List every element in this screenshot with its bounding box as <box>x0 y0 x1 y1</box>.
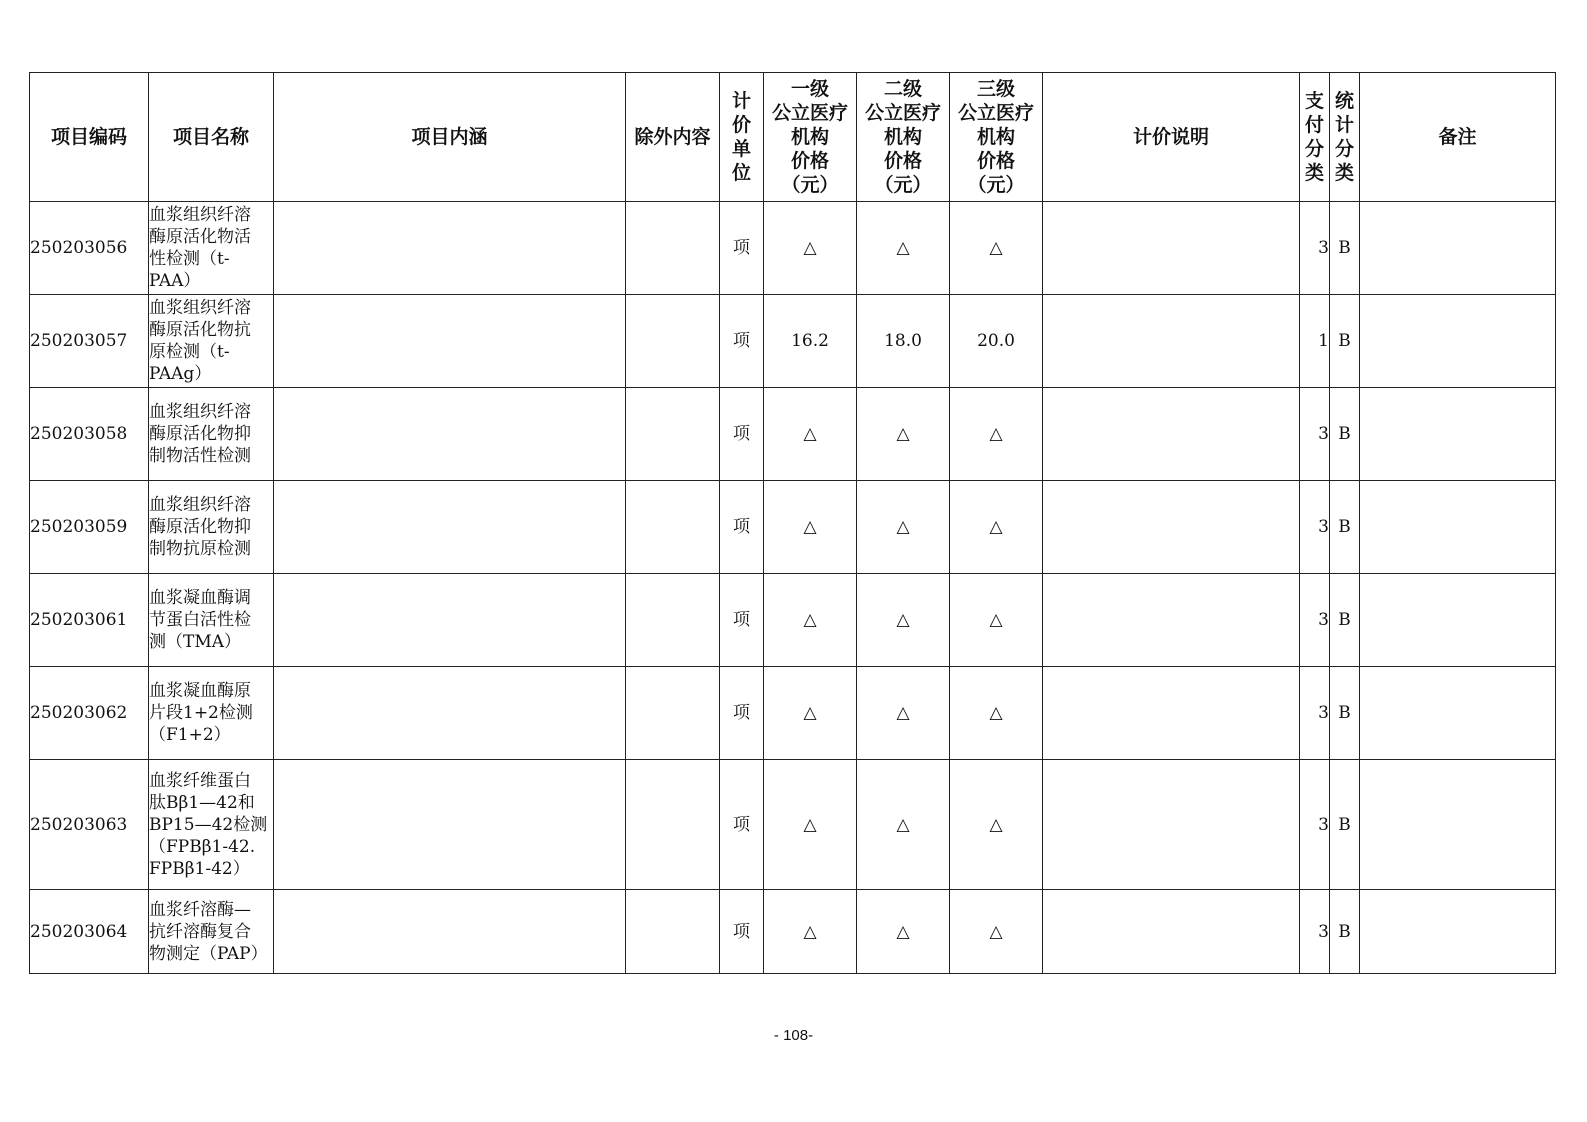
remark <box>1360 202 1556 295</box>
remark <box>1360 574 1556 667</box>
item-exclusion <box>626 295 720 388</box>
price-level1: △ <box>764 481 857 574</box>
remark <box>1360 667 1556 760</box>
price-level3: △ <box>950 202 1043 295</box>
item-name: 血浆组织纤溶 酶原活化物活 性检测（t- PAA） <box>149 202 274 295</box>
price-level3: △ <box>950 667 1043 760</box>
price-level1: △ <box>764 667 857 760</box>
item-exclusion <box>626 760 720 890</box>
pricing-note <box>1043 202 1300 295</box>
item-content <box>274 388 626 481</box>
item-code: 250203063 <box>30 760 149 890</box>
item-unit: 项 <box>720 760 764 890</box>
item-name: 血浆凝血酶原 片段1+2检测 （F1+2） <box>149 667 274 760</box>
item-name: 血浆组织纤溶 酶原活化物抑 制物抗原检测 <box>149 481 274 574</box>
payment-category: 3 <box>1300 760 1330 890</box>
price-level2: △ <box>857 388 950 481</box>
pricing-note <box>1043 388 1300 481</box>
fee-schedule-table <box>29 72 1556 974</box>
price-level3: △ <box>950 890 1043 974</box>
table-row <box>30 202 1556 295</box>
pricing-note <box>1043 295 1300 388</box>
statistics-category: B <box>1330 760 1360 890</box>
remark <box>1360 890 1556 974</box>
price-level3: △ <box>950 388 1043 481</box>
table-row <box>30 667 1556 760</box>
price-level2: 18.0 <box>857 295 950 388</box>
table-row <box>30 295 1556 388</box>
item-exclusion <box>626 890 720 974</box>
page-number: - 108- <box>773 1027 814 1044</box>
statistics-category: B <box>1330 481 1360 574</box>
item-unit: 项 <box>720 202 764 295</box>
statistics-category: B <box>1330 295 1360 388</box>
price-level2: △ <box>857 574 950 667</box>
payment-category: 3 <box>1300 890 1330 974</box>
payment-category: 3 <box>1300 574 1330 667</box>
item-code: 250203058 <box>30 388 149 481</box>
price-level1: △ <box>764 202 857 295</box>
remark <box>1360 388 1556 481</box>
header-code: 项目编码 <box>30 73 149 202</box>
header-statistics-category: 统 计 分 类 <box>1330 73 1360 202</box>
statistics-category: B <box>1330 890 1360 974</box>
item-unit: 项 <box>720 295 764 388</box>
item-name: 血浆组织纤溶 酶原活化物抗 原检测（t- PAAg） <box>149 295 274 388</box>
item-code: 250203057 <box>30 295 149 388</box>
item-content <box>274 202 626 295</box>
item-exclusion <box>626 388 720 481</box>
header-exclusion: 除外内容 <box>626 73 720 202</box>
item-name: 血浆组织纤溶 酶原活化物抑 制物活性检测 <box>149 388 274 481</box>
item-unit: 项 <box>720 667 764 760</box>
item-content <box>274 574 626 667</box>
statistics-category: B <box>1330 388 1360 481</box>
item-unit: 项 <box>720 890 764 974</box>
header-content: 项目内涵 <box>274 73 626 202</box>
price-level1: 16.2 <box>764 295 857 388</box>
price-level1: △ <box>764 574 857 667</box>
remark <box>1360 481 1556 574</box>
payment-category: 3 <box>1300 388 1330 481</box>
price-level2: △ <box>857 760 950 890</box>
table-row <box>30 388 1556 481</box>
header-price-level2: 二级 公立医疗 机构 价格 （元） <box>857 73 950 202</box>
table-row <box>30 574 1556 667</box>
table-row <box>30 481 1556 574</box>
item-content <box>274 481 626 574</box>
pricing-note <box>1043 574 1300 667</box>
item-content <box>274 760 626 890</box>
statistics-category: B <box>1330 202 1360 295</box>
payment-category: 1 <box>1300 295 1330 388</box>
price-level3: △ <box>950 481 1043 574</box>
item-exclusion <box>626 202 720 295</box>
item-content <box>274 890 626 974</box>
header-price-level1: 一级 公立医疗 机构 价格 （元） <box>764 73 857 202</box>
item-code: 250203059 <box>30 481 149 574</box>
item-exclusion <box>626 481 720 574</box>
price-level2: △ <box>857 667 950 760</box>
price-level1: △ <box>764 388 857 481</box>
table-row <box>30 890 1556 974</box>
price-level3: 20.0 <box>950 295 1043 388</box>
payment-category: 3 <box>1300 481 1330 574</box>
item-code: 250203056 <box>30 202 149 295</box>
price-level2: △ <box>857 890 950 974</box>
item-exclusion <box>626 574 720 667</box>
item-name: 血浆纤维蛋白 肽Bβ1—42和 BP15—42检测 （FPBβ1-42. FPBβ1-42） <box>149 760 274 890</box>
item-exclusion <box>626 667 720 760</box>
payment-category: 3 <box>1300 667 1330 760</box>
item-unit: 项 <box>720 574 764 667</box>
item-name: 血浆纤溶酶— 抗纤溶酶复合 物测定（PAP） <box>149 890 274 974</box>
price-level2: △ <box>857 481 950 574</box>
pricing-note <box>1043 481 1300 574</box>
price-level1: △ <box>764 760 857 890</box>
header-name: 项目名称 <box>149 73 274 202</box>
header-unit: 计 价 单 位 <box>720 73 764 202</box>
price-level3: △ <box>950 574 1043 667</box>
item-content <box>274 295 626 388</box>
header-payment-category: 支 付 分 类 <box>1300 73 1330 202</box>
remark <box>1360 760 1556 890</box>
price-level1: △ <box>764 890 857 974</box>
table-row <box>30 760 1556 890</box>
item-content <box>274 667 626 760</box>
header-remark: 备注 <box>1360 73 1556 202</box>
statistics-category: B <box>1330 574 1360 667</box>
remark <box>1360 295 1556 388</box>
statistics-category: B <box>1330 667 1360 760</box>
price-level2: △ <box>857 202 950 295</box>
item-unit: 项 <box>720 481 764 574</box>
pricing-note <box>1043 760 1300 890</box>
item-code: 250203064 <box>30 890 149 974</box>
price-level3: △ <box>950 760 1043 890</box>
item-code: 250203062 <box>30 667 149 760</box>
payment-category: 3 <box>1300 202 1330 295</box>
item-unit: 项 <box>720 388 764 481</box>
header-row <box>30 73 1556 202</box>
item-code: 250203061 <box>30 574 149 667</box>
pricing-note <box>1043 667 1300 760</box>
header-pricing-note: 计价说明 <box>1043 73 1300 202</box>
header-price-level3: 三级 公立医疗 机构 价格 （元） <box>950 73 1043 202</box>
pricing-note <box>1043 890 1300 974</box>
item-name: 血浆凝血酶调 节蛋白活性检 测（TMA） <box>149 574 274 667</box>
